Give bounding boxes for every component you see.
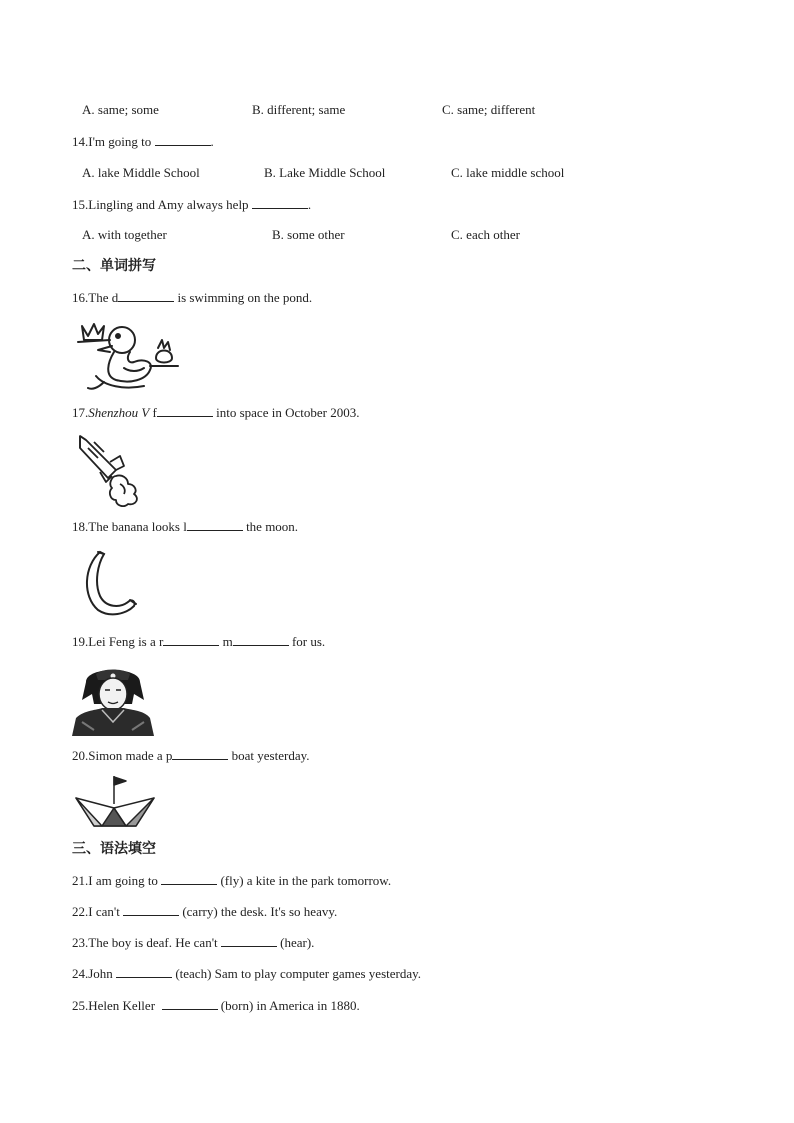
duck-icon bbox=[74, 318, 180, 394]
section-2-title: 二、单词拼写 bbox=[72, 258, 156, 274]
q23-blank[interactable] bbox=[221, 934, 277, 947]
q18-stem: 18.The banana looks l the moon. bbox=[72, 519, 299, 534]
q14-stem: 14.I'm going to . bbox=[72, 134, 214, 149]
q16-stem: 16.The d is swimming on the pond. bbox=[72, 290, 313, 305]
lei-feng-portrait bbox=[72, 660, 154, 736]
q19-blank-1[interactable] bbox=[163, 633, 219, 646]
q15-blank[interactable] bbox=[252, 196, 308, 209]
q25-stem: 25.Helen Keller (born) in America in 1880. bbox=[72, 998, 360, 1013]
q19-stem: 19.Lei Feng is a r m for us. bbox=[72, 634, 326, 649]
q19-blank-2[interactable] bbox=[233, 633, 289, 646]
q14-option-c[interactable]: C. lake middle school bbox=[451, 165, 565, 180]
q16-blank[interactable] bbox=[118, 289, 174, 302]
q14-option-b[interactable]: B. Lake Middle School bbox=[264, 165, 386, 180]
q22-stem: 22.I can't (carry) the desk. It's so heavy. bbox=[72, 904, 338, 919]
q23-stem: 23.The boy is deaf. He can't (hear). bbox=[72, 935, 315, 950]
q15-option-b[interactable]: B. some other bbox=[272, 227, 345, 242]
banana-icon bbox=[80, 548, 142, 618]
q17-stem: 17.Shenzhou V f into space in October 2003. bbox=[72, 405, 360, 420]
rocket-icon bbox=[76, 432, 158, 510]
q25-blank[interactable] bbox=[162, 997, 218, 1010]
q18-blank[interactable] bbox=[187, 518, 243, 531]
q21-stem: 21.I am going to (fly) a kite in the park tomorrow. bbox=[72, 873, 392, 888]
q14-option-a[interactable]: A. lake Middle School bbox=[82, 165, 200, 180]
q24-stem: 24.John (teach) Sam to play computer games yesterday. bbox=[72, 966, 422, 981]
q24-blank[interactable] bbox=[116, 965, 172, 978]
q13-option-b[interactable]: B. different; same bbox=[252, 102, 346, 117]
q13-option-c[interactable]: C. same; different bbox=[442, 102, 536, 117]
section-3-title: 三、语法填空 bbox=[72, 841, 156, 857]
paper-boat-icon bbox=[74, 774, 156, 830]
q13-option-a[interactable]: A. same; some bbox=[82, 102, 159, 117]
q15-option-a[interactable]: A. with together bbox=[82, 227, 167, 242]
q15-option-c[interactable]: C. each other bbox=[451, 227, 520, 242]
q20-blank[interactable] bbox=[172, 747, 228, 760]
q17-blank[interactable] bbox=[157, 404, 213, 417]
q22-blank[interactable] bbox=[123, 903, 179, 916]
q21-blank[interactable] bbox=[161, 872, 217, 885]
q15-stem: 15.Lingling and Amy always help . bbox=[72, 197, 312, 212]
q14-blank[interactable] bbox=[155, 133, 211, 146]
q20-stem: 20.Simon made a p boat yesterday. bbox=[72, 748, 310, 763]
